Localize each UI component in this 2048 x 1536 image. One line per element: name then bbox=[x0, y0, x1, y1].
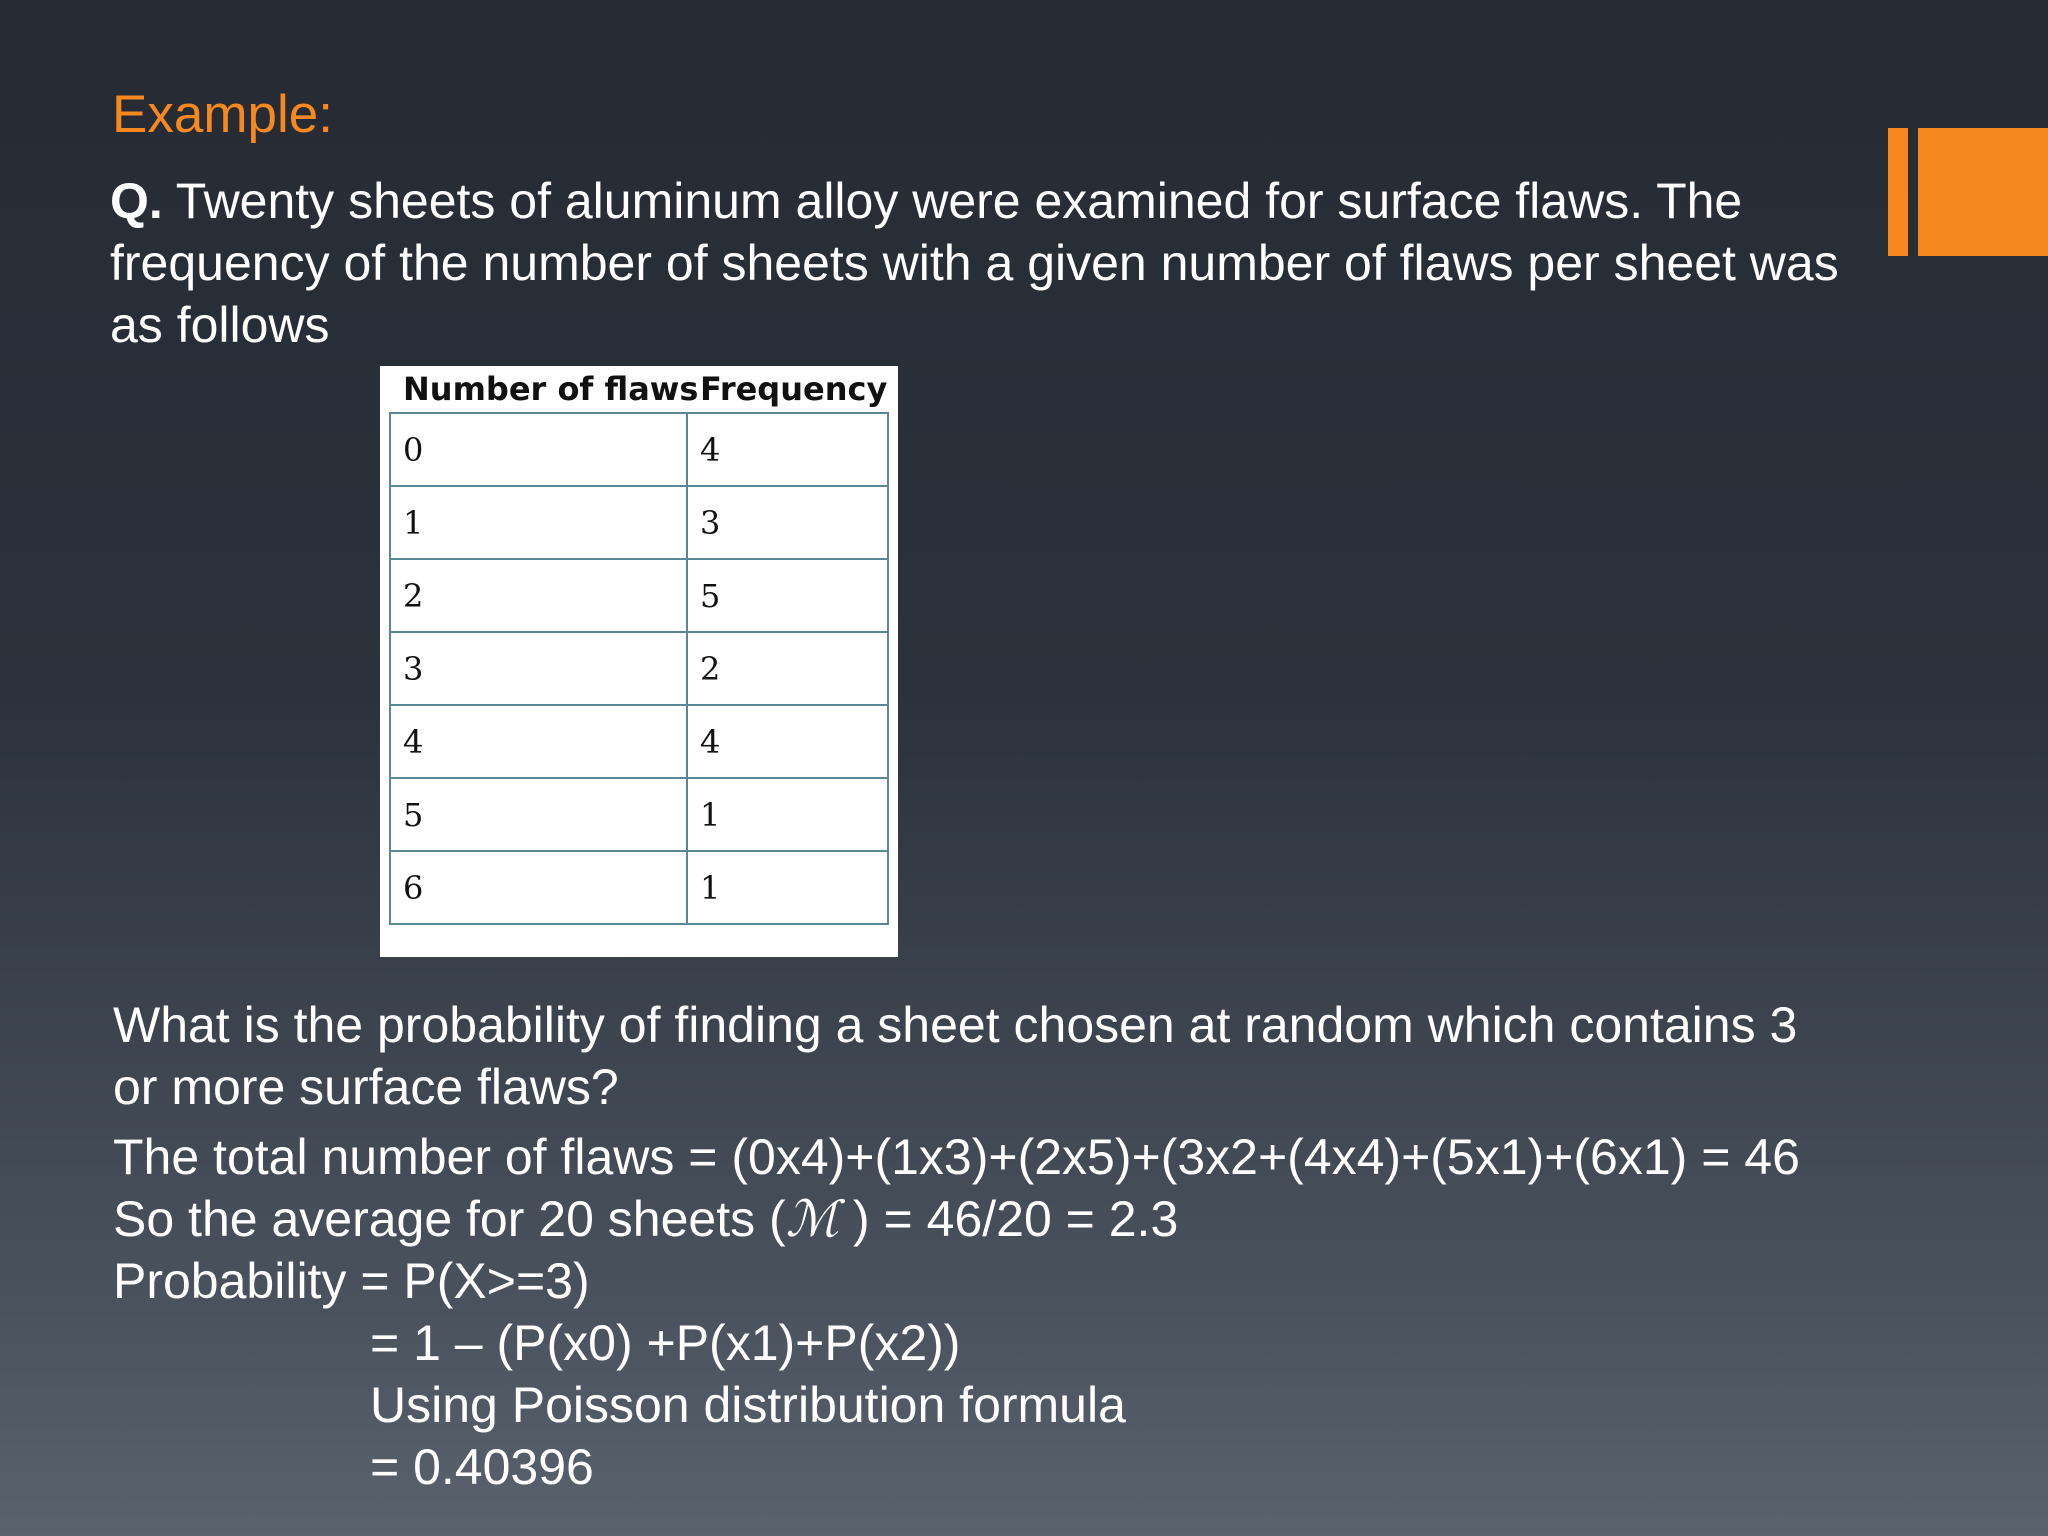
frequency-cell: 4 bbox=[687, 705, 888, 778]
frequency-cell: 5 bbox=[687, 559, 888, 632]
average-line bbox=[113, 1188, 1913, 1250]
prompt-line-1: What is the probability of finding a sheet chosen at random which contains 3 bbox=[113, 997, 1798, 1053]
table-header-flaws: Number of flaws bbox=[403, 370, 699, 408]
average-prefix: So the average for 20 sheets ( bbox=[113, 1191, 786, 1247]
prompt-line-2: or more surface flaws? bbox=[113, 1059, 619, 1115]
flaws-cell: 1 bbox=[390, 486, 687, 559]
table-row bbox=[390, 851, 888, 924]
question-prefix: Q. bbox=[110, 173, 163, 229]
step-result: = 0.40396 bbox=[370, 1439, 594, 1495]
table-header-frequency: Frequency bbox=[700, 370, 888, 408]
frequency-cell: 1 bbox=[687, 851, 888, 924]
flaws-cell: 0 bbox=[390, 413, 687, 486]
question-paragraph bbox=[110, 170, 1900, 356]
average-suffix: ) = 46/20 = 2.3 bbox=[839, 1191, 1179, 1247]
table-row bbox=[390, 413, 888, 486]
mean-symbol: ℳ bbox=[785, 1190, 840, 1248]
frequency-cell: 2 bbox=[687, 632, 888, 705]
table-row bbox=[390, 705, 888, 778]
flaws-table-image bbox=[380, 366, 898, 957]
flaws-cell: 6 bbox=[390, 851, 687, 924]
slide-heading: Example: bbox=[112, 85, 333, 144]
step-complement: = 1 – (P(x0) +P(x1)+P(x2)) bbox=[370, 1315, 961, 1371]
probability-line: Probability = P(X>=3) bbox=[113, 1253, 590, 1309]
frequency-cell: 4 bbox=[687, 413, 888, 486]
flaws-cell: 5 bbox=[390, 778, 687, 851]
table-row bbox=[390, 632, 888, 705]
accent-bar-thick bbox=[1918, 128, 2048, 256]
frequency-cell: 1 bbox=[687, 778, 888, 851]
flaws-cell: 4 bbox=[390, 705, 687, 778]
table-row bbox=[390, 486, 888, 559]
flaws-cell: 2 bbox=[390, 559, 687, 632]
table-row bbox=[390, 559, 888, 632]
flaws-cell: 3 bbox=[390, 632, 687, 705]
flaws-table bbox=[389, 412, 889, 925]
total-flaws-line: The total number of flaws = (0x4)+(1x3)+(2x5)+(3x2+(4x4)+(5x1)+(6x1) = 46 bbox=[113, 1129, 1800, 1185]
table-row bbox=[390, 778, 888, 851]
frequency-cell: 3 bbox=[687, 486, 888, 559]
step-poisson: Using Poisson distribution formula bbox=[370, 1377, 1126, 1433]
question-text: Twenty sheets of aluminum alloy were examined for surface flaws. The frequency of the number of sheets with a given number of flaws per sheet was as follows bbox=[110, 173, 1839, 353]
